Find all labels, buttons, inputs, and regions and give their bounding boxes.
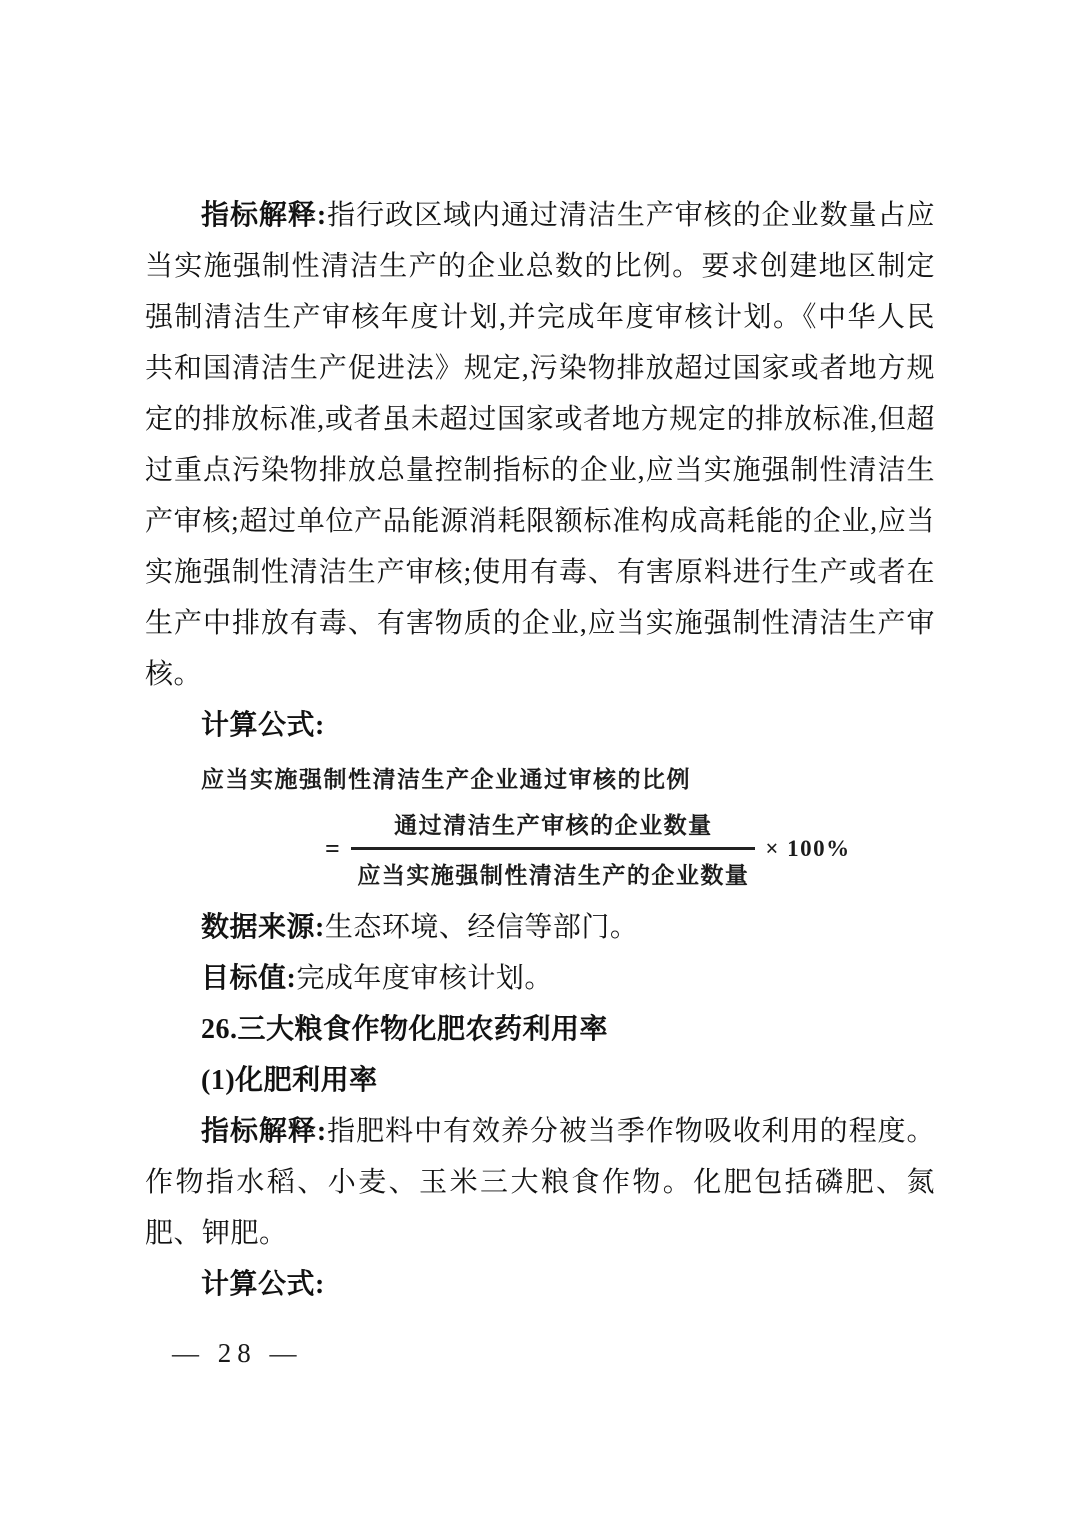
indicator-explanation-label-2: 指标解释: [201, 1116, 327, 1147]
paragraph-data-source [145, 902, 935, 953]
formula-block [145, 765, 935, 890]
formula-numerator: 通过清洁生产审核的企业数量 [394, 813, 713, 838]
section-heading-26-sub1: (1)化肥利用率 [201, 1065, 378, 1096]
calculation-formula-label-2: 计算公式: [201, 1269, 325, 1300]
indicator-explanation-text-2: 指肥料中有效养分被当季作物吸收利用的程度。作物指水稻、小麦、玉米三大粮食作物。化肥包括磷肥、氮肥、钾肥。 [145, 1116, 935, 1249]
paragraph-target-value [145, 953, 935, 1004]
page-number: — 28 — [172, 1338, 303, 1368]
formula-fraction-row [325, 807, 935, 890]
formula-intro-line: 应当实施强制性清洁生产企业通过审核的比例 [201, 767, 691, 792]
indicator-explanation-label-1: 指标解释: [201, 200, 327, 231]
page-content [145, 190, 935, 1310]
indicator-explanation-text-1: 指行政区域内通过清洁生产审核的企业数量占应当实施强制性清洁生产的企业总数的比例。要求创建地区制定强制清洁生产审核年度计划,并完成年度审核计划。《中华人民共和国清洁生产促进法》规定,污染物排放超过国家或者地方规定的排放标准,或者虽未超过国家或者地方规定的排放标准,但超过重点污染物排放总量控制指标的企业,应当实施强制性清洁生产审核;超过单位产品能源消耗限额标准构成高耗能的企业,应当实施强制性清洁生产审核;使用有毒、有害原料进行生产或者在生产中排放有毒、有害物质的企业,应当实施强制性清洁生产审核。 [145, 200, 935, 690]
calculation-formula-heading-1 [145, 700, 935, 751]
data-source-text: 生态环境、经信等部门。 [324, 912, 639, 943]
target-value-text: 完成年度审核计划。 [296, 963, 553, 994]
formula-equals-sign: = [325, 833, 342, 863]
data-source-label: 数据来源: [201, 912, 325, 943]
formula-fraction [351, 807, 755, 890]
formula-denominator: 应当实施强制性清洁生产的企业数量 [351, 847, 755, 890]
section-heading-26: 26.三大粮食作物化肥农药利用率 [201, 1014, 609, 1045]
paragraph-indicator-explanation-1 [145, 190, 935, 700]
target-value-label: 目标值: [201, 963, 297, 994]
paragraph-indicator-explanation-2 [145, 1106, 935, 1259]
formula-multiplier: × 100% [765, 835, 851, 861]
calculation-formula-heading-2 [145, 1259, 935, 1310]
calculation-formula-label-1: 计算公式: [201, 710, 325, 741]
